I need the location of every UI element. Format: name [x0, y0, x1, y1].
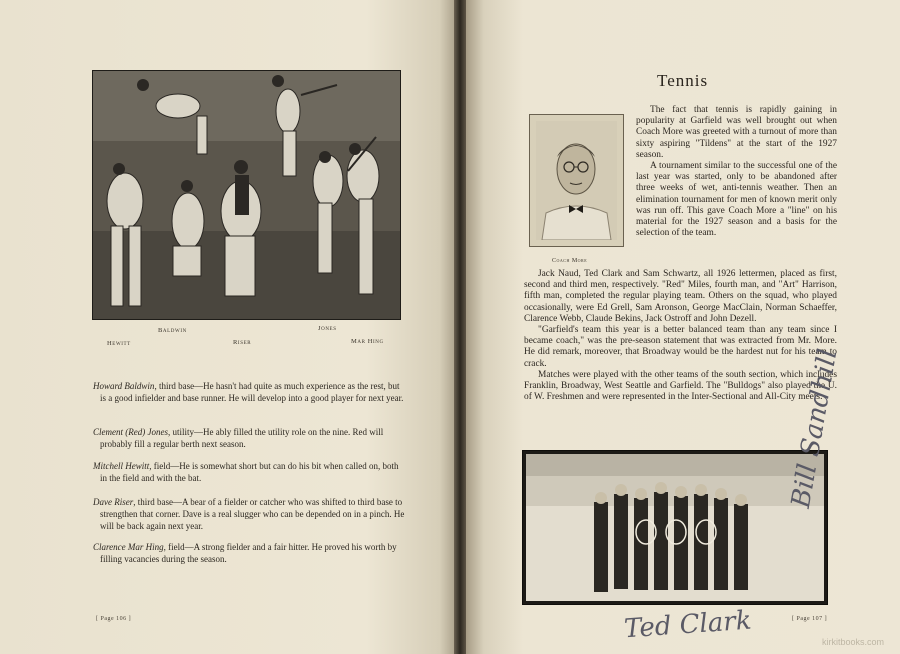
- paragraph: Jack Naud, Ted Clark and Sam Schwartz, all 1926 lettermen, placed as first, second and third men, respectively. "Red" Miles, fourth man, and "Art" Harrison, fifth man, completed the regular playing team. Others on the squad, who played occasionally, were Ed Grell, Sam Aronson, George MacClain, Norman Schaeffer, Clarence Webb, Claude Bekins, Jack Ostroff and John Dezell.: [524, 269, 837, 324]
- coach-portrait: [536, 121, 617, 240]
- bio-baldwin: [93, 380, 405, 404]
- bio-name: Mitchell Hewitt: [93, 461, 150, 471]
- bio-text: , third base—He hasn't had quite as much experience as the rest, but is a good infielder and base runner. He will develop into a good player for next year.: [100, 381, 404, 403]
- left-page-number: [ Page 106 ]: [96, 616, 132, 622]
- tennis-team-photo: [522, 450, 828, 605]
- bio-riser: [93, 496, 405, 532]
- paragraph: The fact that tennis is rapidly gaining in popularity at Garfield was well brought out when Coach More was greeted with a turnout of more than sixty aspiring "Tildens" at the start of the 1927 season.: [636, 105, 837, 160]
- right-page-number: [ Page 107 ]: [792, 616, 828, 622]
- caption-riser: Riser: [233, 339, 252, 346]
- bio-text: , field—He is somewhat short but can do his bit when called on, both in the field and with the bat.: [100, 461, 399, 483]
- caption-mar-hing: Mar Hing: [351, 338, 384, 345]
- coach-caption: Coach More: [552, 258, 588, 264]
- tennis-column-narrow: [636, 105, 837, 239]
- tennis-column-full: [524, 269, 837, 403]
- caption-hewitt: Hewitt: [107, 340, 131, 347]
- baseball-players-photo: [92, 70, 401, 320]
- bio-text: , utility—He ably filled the utility role on the nine. Red will probably fill a regular berth next season.: [100, 427, 384, 449]
- caption-baldwin: Baldwin: [158, 327, 187, 334]
- bio-mar-hing: [93, 541, 405, 565]
- signature-bottom: Ted Clark: [623, 605, 753, 645]
- bio-text: , field—A strong fielder and a fair hitter. He proved his worth by filling vacancies during the season.: [100, 542, 397, 564]
- coach-photo-frame: [529, 114, 624, 247]
- paragraph: A tournament similar to the successful one of the last year was started, only to be abandoned after three weeks of wet, anti-tennis weather. Then an elimination tournament for men of known merit only was run off. This gave Coach More a "line" on his material for the 1927 season and a basis for the selection of the team.: [636, 161, 837, 239]
- bio-name: Clement (Red) Jones: [93, 427, 168, 437]
- signature-vertical: Bill Sandhill: [786, 346, 844, 511]
- bio-text: , third base—A bear of a fielder or catcher who was shifted to third base to strengthen that corner. Dave is a real slugger who can be depended on in a pinch. He will be back again next year.: [100, 497, 405, 531]
- bio-jones: [93, 426, 405, 450]
- bio-name: Howard Baldwin: [93, 381, 155, 391]
- bio-hewitt: [93, 460, 405, 484]
- page-title: Tennis: [657, 71, 709, 90]
- caption-jones: Jones: [318, 325, 337, 332]
- bio-name: Dave Riser: [93, 497, 134, 507]
- watermark: kirkitbooks.com: [822, 637, 885, 647]
- book-gutter: [454, 0, 466, 654]
- paragraph: Matches were played with the other teams of the south section, which includes Franklin, Broadway, West Seattle and Garfield. The "Bulldogs" also played the U. of W. Freshmen and were represented in the Inter-Sectional and All-City meets.: [524, 369, 837, 403]
- bio-name: Clarence Mar Hing: [93, 542, 164, 552]
- paragraph: "Garfield's team this year is a better balanced team than any team since I became coach," was the pre-season statement that was extracted from Mr. More. He did remark, moreover, that Broadway would be the hardest nut for his team to crack.: [524, 325, 837, 369]
